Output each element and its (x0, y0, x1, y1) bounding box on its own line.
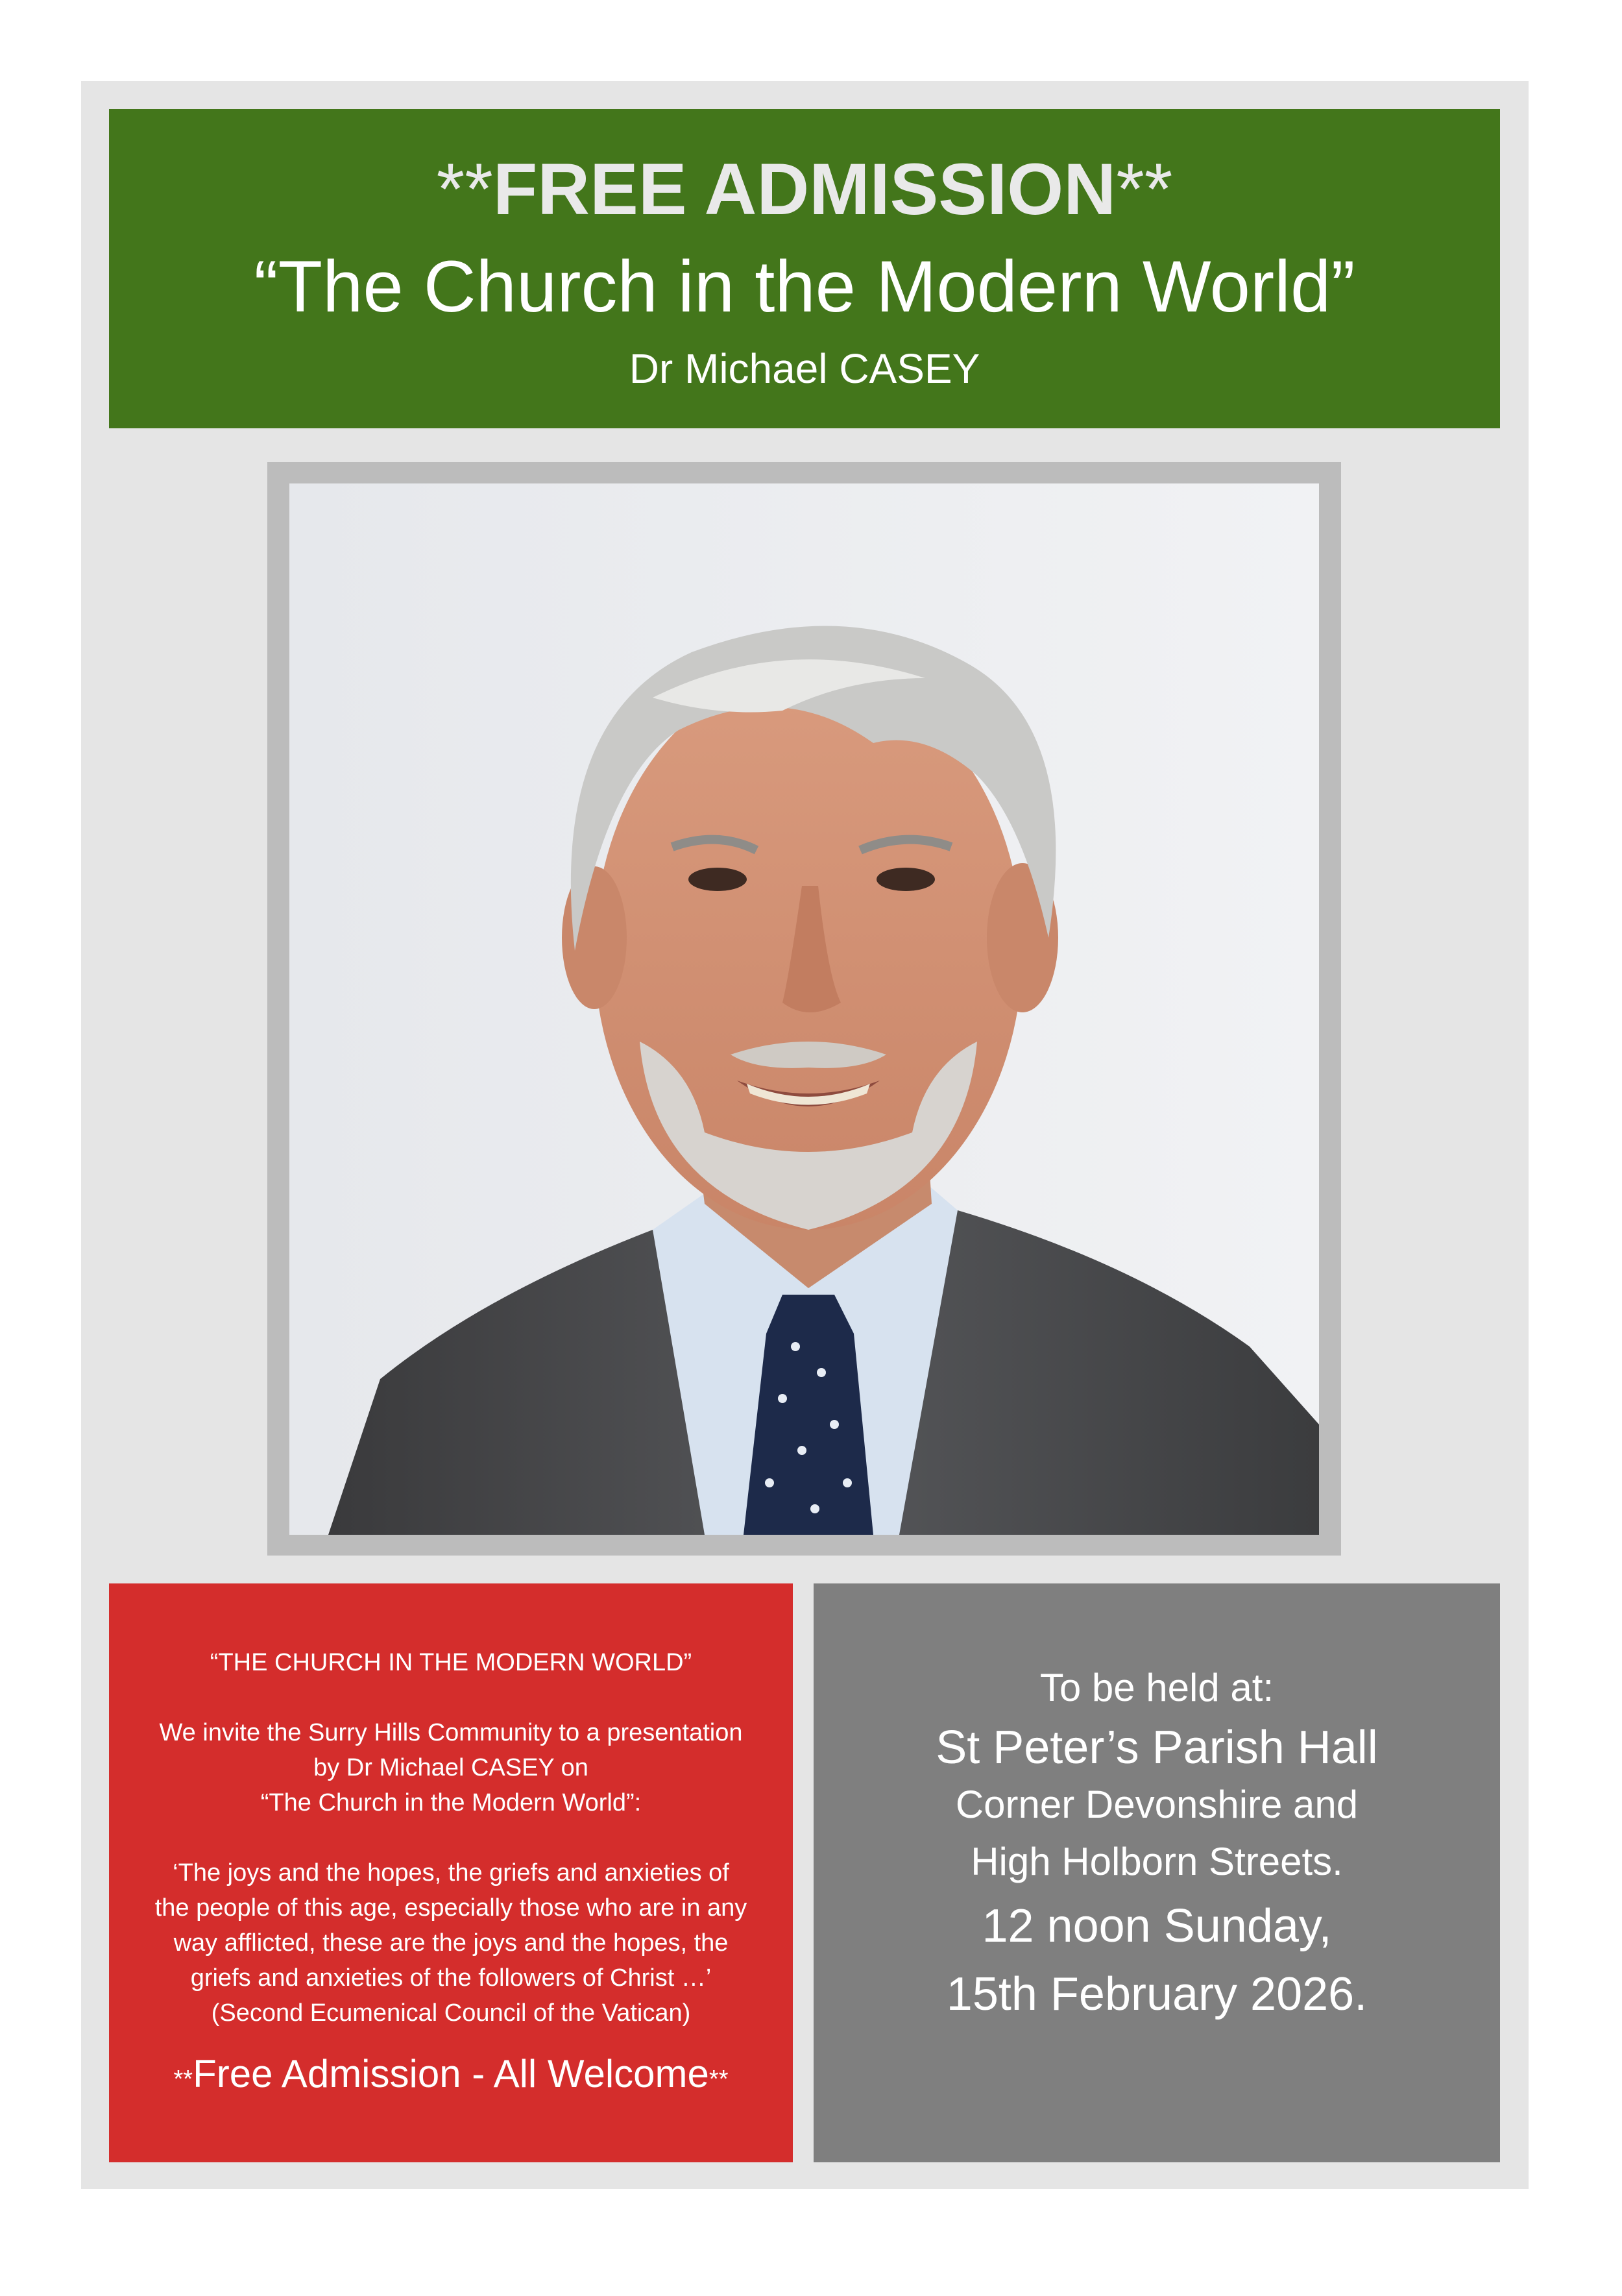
event-time: 12 noon Sunday, (982, 1900, 1332, 1952)
invite-line-1: We invite the Surry Hills Community to a presentation (159, 1719, 743, 1746)
welcome-stars-open: ** (173, 2066, 193, 2093)
title-banner (109, 109, 1500, 428)
event-description-panel (109, 1583, 793, 2162)
invite-line-3: “The Church in the Modern World”: (260, 1789, 642, 1816)
description-heading: “THE CHURCH IN THE MODERN WORLD” (210, 1649, 692, 1676)
welcome-stars-close: ** (708, 2066, 729, 2093)
welcome-line (109, 2051, 793, 2097)
quote-source: (Second Ecumenical Council of the Vatican) (211, 1999, 691, 2027)
talk-title: “The Church in the Modern World” (254, 246, 1355, 327)
invite-line-2: by Dr Michael CASEY on (313, 1754, 588, 1781)
headline (109, 149, 1500, 229)
headline-text: FREE ADMISSION (492, 149, 1117, 230)
quote-line-2: the people of this age, especially those who are in any (154, 1894, 747, 1922)
welcome-text: Free Admission - All Welcome (193, 2052, 709, 2095)
venue-intro: To be held at: (1039, 1666, 1274, 1709)
quote-line-1: ‘The joys and the hopes, the griefs and anxieties of (173, 1859, 729, 1887)
quote-line-4: griefs and anxieties of the followers of Christ …’ (190, 1964, 712, 1992)
event-date: 15th February 2026. (946, 1968, 1368, 2020)
portrait-illustration (289, 483, 1319, 1535)
venue-name: St Peter’s Parish Hall (936, 1722, 1378, 1774)
venue-address-line-2: High Holborn Streets. (971, 1840, 1343, 1883)
speaker-name: Dr Michael CASEY (629, 345, 980, 392)
headline-stars-open: ** (436, 149, 493, 230)
venue-address-line-1: Corner Devonshire and (955, 1783, 1359, 1826)
headline-stars-close: ** (1116, 149, 1173, 230)
speaker-portrait (289, 483, 1319, 1535)
portrait-frame (267, 462, 1341, 1556)
quote-line-3: way afflicted, these are the joys and the hopes, the (173, 1929, 729, 1957)
venue-panel (814, 1583, 1500, 2162)
